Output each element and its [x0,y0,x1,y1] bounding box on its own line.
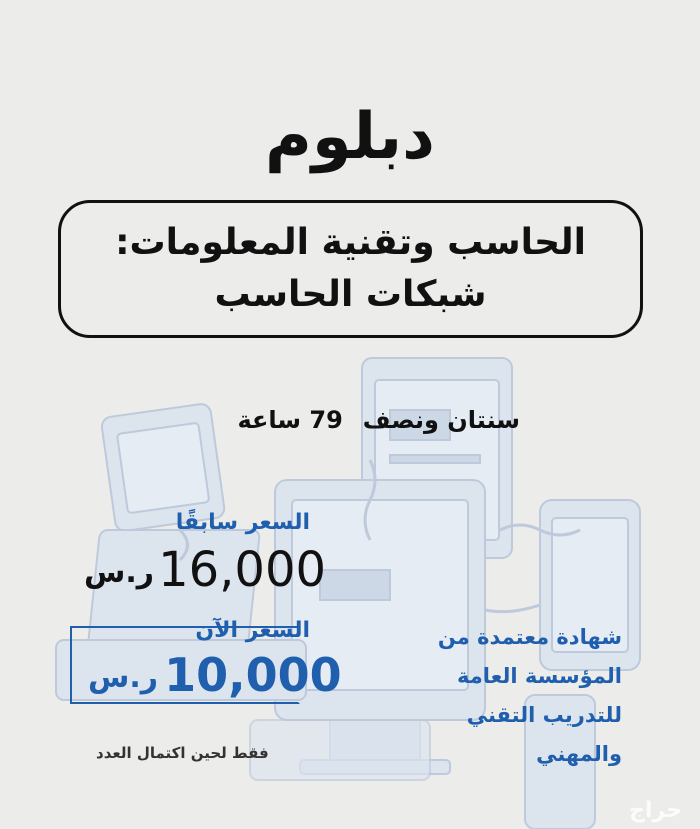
certificate-line-2: المؤسسة العامة [457,664,622,688]
watermark-logo: حراج [629,798,682,823]
duration-hours [237,406,342,434]
current-price-label: السعر الآن [195,618,310,643]
riyal-icon: ر.س [84,554,155,590]
page-title: دبلوم [264,100,436,174]
old-price-value: 16,000 [158,542,327,598]
old-price [84,542,326,598]
subtitle-line-2: شبكات الحاسب [214,274,487,315]
old-price-label: السعر سابقًا [175,510,310,535]
subtitle-line-1: الحاسب وتقنية المعلومات: [115,222,586,263]
current-price-value: 10,000 [164,648,342,702]
duration [237,406,520,434]
riyal-icon: ر.س [88,659,159,695]
subtitle-box [58,200,643,338]
current-price [88,648,342,702]
hours-value: 79 [309,406,343,434]
hours-unit: ساعة [237,406,302,434]
certificate-line-1: شهادة معتمدة من [437,625,622,649]
duration-period: سنتان ونصف [362,406,520,434]
limited-offer-note: فقط لحين اكتمال العدد [96,744,269,762]
certificate-line-3: للتدريب التقني والمهني [466,703,622,766]
certificate-info [392,618,622,774]
